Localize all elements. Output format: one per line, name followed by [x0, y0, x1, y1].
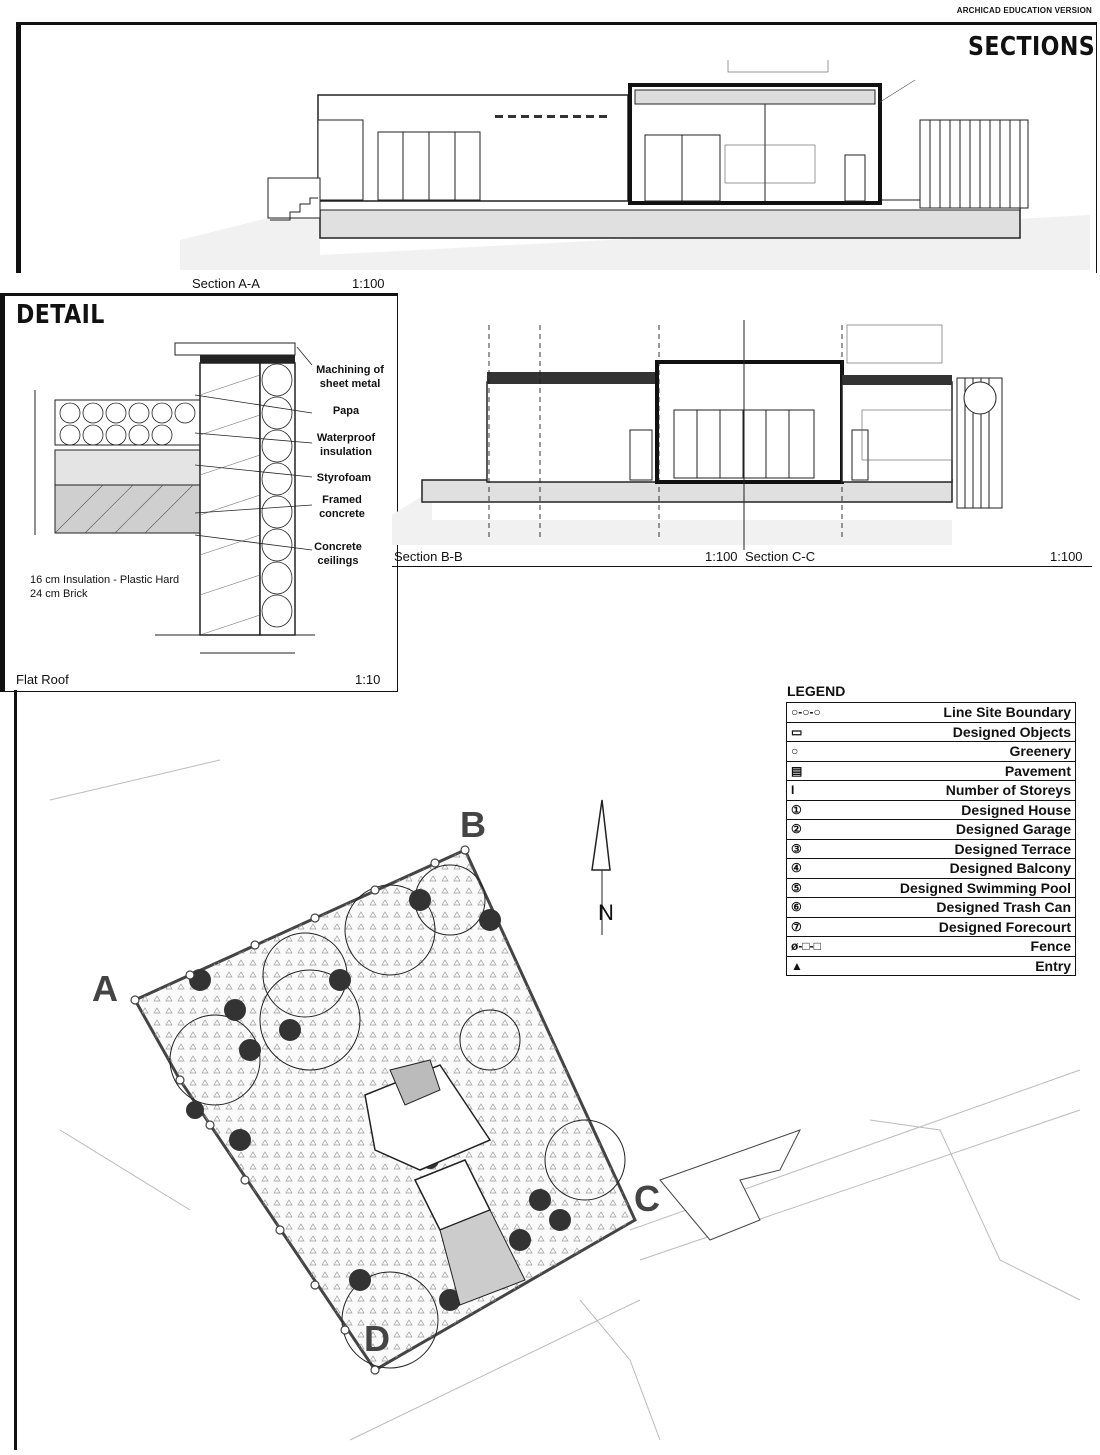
detail-label-waterproof: Waterproof insulation [316, 432, 376, 458]
number-four-icon: ④ [787, 859, 842, 879]
site-letter-c: C [634, 1178, 660, 1219]
number-six-icon: ⑥ [787, 898, 842, 918]
legend-row-fence: ø-□-□ Fence [787, 937, 1076, 957]
site-letter-a: A [92, 968, 118, 1009]
legend-row-entry: ▲ Entry [787, 956, 1076, 976]
legend-row-forecourt: ⑦ Designed Forecourt [787, 917, 1076, 937]
number-two-icon: ② [787, 820, 842, 840]
legend-row-trash-can: ⑥ Designed Trash Can [787, 898, 1076, 918]
detail-label-papa: Papa [332, 405, 360, 417]
flat-roof-detail-drawing [15, 335, 315, 665]
section-bc-baseline [392, 566, 1092, 567]
legend-row-balcony: ④ Designed Balcony [787, 859, 1076, 879]
flat-roof-scale: 1:10 [355, 672, 381, 687]
detail-label-machining: Machining of sheet metal [316, 364, 384, 390]
legend-table [786, 702, 1076, 976]
number-one-icon: ① [787, 800, 842, 820]
legend-row-house: ① Designed House [787, 800, 1076, 820]
fence-icon: ø-□-□ [787, 937, 842, 957]
entry-triangle-icon: ▲ [787, 956, 842, 976]
detail-layer-brick: 24 cm Brick [30, 588, 88, 600]
education-version-note: ARCHICAD EDUCATION VERSION [956, 6, 1092, 15]
section-aa-drawing [180, 60, 1090, 275]
detail-title: DETAIL [16, 300, 105, 330]
site-letter-b: B [460, 804, 486, 845]
legend-row-pavement: ▤ Pavement [787, 761, 1076, 781]
detail-layer-insulation: 16 cm Insulation - Plastic Hard [30, 574, 180, 586]
section-aa-label: Section A-A [192, 276, 260, 291]
section-cc-scale: 1:100 [1050, 549, 1083, 564]
number-five-icon: ⑤ [787, 878, 842, 898]
site-plan-frame [14, 690, 17, 1450]
legend-title: LEGEND [787, 683, 846, 699]
legend-row-greenery: ○ Greenery [787, 742, 1076, 762]
legend-row-storeys: I Number of Storeys [787, 781, 1076, 801]
flat-roof-label: Flat Roof [16, 672, 69, 687]
number-seven-icon: ⑦ [787, 917, 842, 937]
legend-row-site-boundary: ○-○-○ Line Site Boundary [787, 703, 1076, 723]
site-letter-d: D [364, 1318, 390, 1359]
detail-label-framed-concrete: Framed concrete [319, 494, 365, 520]
north-label: N [598, 900, 614, 925]
pavement-icon: ▤ [787, 761, 842, 781]
section-cc-label: Section C-C [745, 549, 816, 564]
detail-label-styrofoam: Styrofoam [316, 472, 372, 484]
section-aa-scale: 1:100 [352, 276, 385, 291]
rectangle-icon: ▭ [787, 722, 842, 742]
legend-row-pool: ⑤ Designed Swimming Pool [787, 878, 1076, 898]
section-bb-scale: 1:100 [705, 549, 738, 564]
section-bc-drawing [392, 320, 1092, 550]
boundary-icon: ○-○-○ [787, 703, 842, 723]
tree-icon: ○ [787, 742, 842, 762]
detail-label-concrete-ceilings: Concrete ceilings [314, 541, 362, 567]
section-bb-label: Section B-B [394, 549, 463, 564]
legend-row-terrace: ③ Designed Terrace [787, 839, 1076, 859]
sections-title: SECTIONS [968, 32, 1096, 62]
storey-icon: I [787, 781, 842, 801]
number-three-icon: ③ [787, 839, 842, 859]
legend-row-designed-objects: ▭ Designed Objects [787, 722, 1076, 742]
legend-row-garage: ② Designed Garage [787, 820, 1076, 840]
